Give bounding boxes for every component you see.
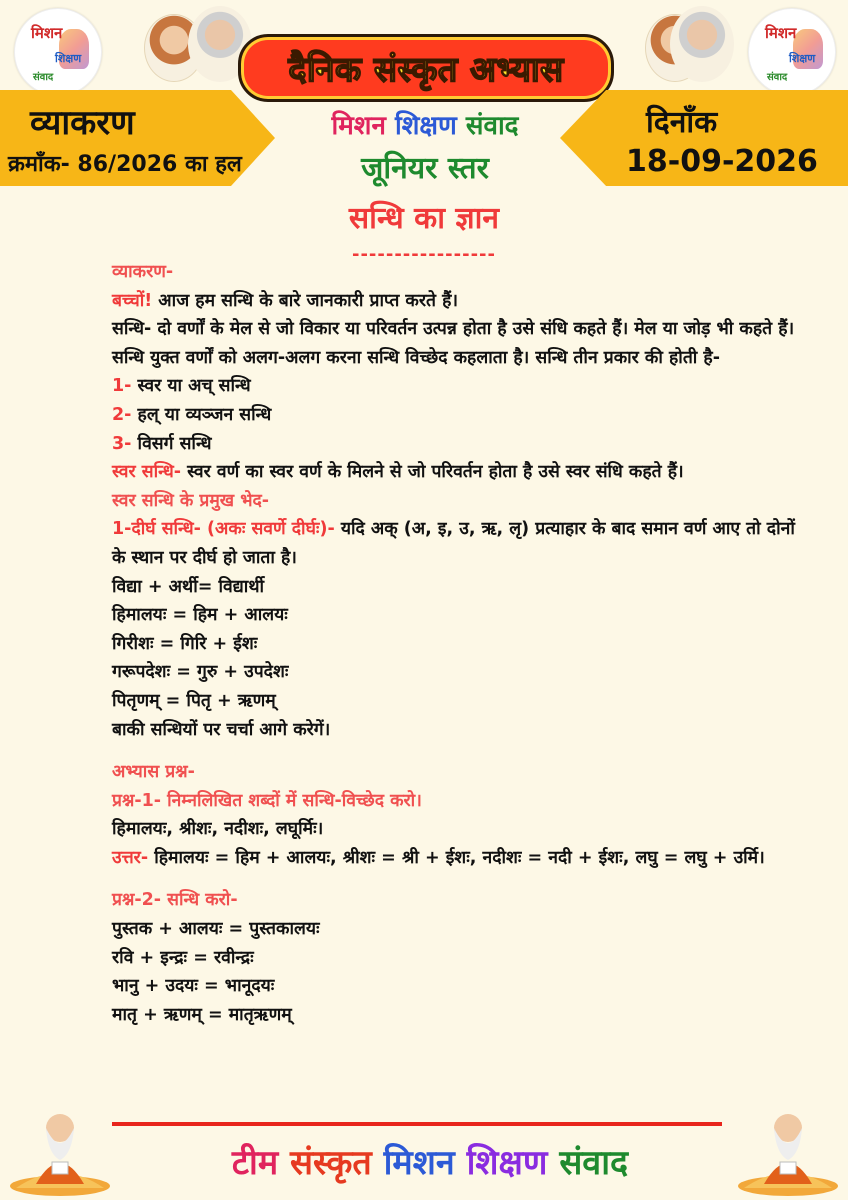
mission-logo-left [14,8,102,96]
example-line: विद्या + अर्थी= विद्यार्थी [112,576,265,597]
date-value: 18-09-2026 [626,144,818,179]
question-1-words: हिमालयः, श्रीशः, नदीशः, लघूर्मिः। [112,819,324,840]
serial-number: क्रमाँक- 86/2026 का हल [8,152,242,177]
logo-text-mission: मिशन [765,24,797,42]
logo-text-shikshan: शिक्षण [55,52,82,65]
portrait-kalam-right [670,6,734,82]
section-label: व्याकरण- [112,262,174,282]
date-label: दिनाँक [646,105,718,140]
type-item: 2- हल् या व्यञ्जन सन्धि [112,404,272,425]
footer-team-name: टीम संस्कृत मिशन शिक्षण संवाद [231,1143,629,1183]
sage-illustration-right [734,1098,842,1198]
example-line: हिमालयः = हिम + आलयः [112,605,288,626]
question-2: प्रश्न-2- सन्धि करो- [112,890,238,911]
subject-title: व्याकरण [30,103,135,143]
type-item: 3- विसर्ग सन्धि [112,433,212,454]
logo-text-shikshan: शिक्षण [789,52,816,65]
main-title: दैनिक संस्कृत अभ्यास [288,50,564,90]
example-line: पितृणम् = पितृ + ऋणम् [112,690,276,711]
level-label: जूनियर स्तर [361,151,489,186]
answer-2-line: पुस्तक + आलयः = पुस्तकालयः [112,919,320,940]
mission-name: मिशन शिक्षण संवाद [331,111,519,141]
answer-2-line: रवि + इन्द्रः = रवीन्द्रः [112,947,254,968]
example-line: गिरीशः = गिरि + ईशः [112,633,258,654]
intro-line: बच्चों! आज हम सन्धि के बारे जानकारी प्राप्त करते हैं। [112,290,459,311]
answer-2-line: मातृ + ऋणम् = मातृऋणम् [112,1004,292,1025]
swar-sandhi-definition: स्वर सन्धि- स्वर वर्ण का स्वर वर्ण के मिलने से जो परिवर्तन होता है उसे स्वर संधि कहते हैं। [112,462,684,483]
answer-1: उत्तर- हिमालयः = हिम + आलयः, श्रीशः = श्री + ईशः, नदीशः = नदी + ईशः, लघु = लघु + उर्मि। [112,847,765,868]
main-title-banner [238,34,614,102]
example-line: गरूपदेशः = गुरु + उपदेशः [112,662,289,683]
bhed-heading: स्वर सन्धि के प्रमुख भेद- [112,490,270,511]
question-1: प्रश्न-1- निम्नलिखित शब्दों में सन्धि-विच्छेद करो। [112,790,422,811]
example-line: बाकी सन्धियों पर चर्चा आगे करेगें। [112,719,331,740]
type-item: 1- स्वर या अच् सन्धि [112,376,251,397]
logo-text-samvad: संवाद [767,72,788,83]
mission-logo-right [748,8,836,96]
deergh-sandhi-definition: 1-दीर्घ सन्धि- (अकः सवर्णे दीर्घः)- यदि अक् (अ, इ, उ, ऋ, लृ) प्रत्याहार के बाद समान वर्ण आए तो दोनों के स्थान पर दीर्घ हो जाता है। [112,519,795,568]
logo-text-samvad: संवाद [33,72,54,83]
lesson-content [112,258,812,1029]
sage-illustration-left [6,1098,114,1198]
practice-heading: अभ्यास प्रश्न- [112,762,195,783]
footer-divider [112,1122,722,1126]
answer-2-line: भानु + उदयः = भानूदयः [112,976,275,997]
topic-heading: सन्धि का ज्ञान [348,201,500,236]
logo-text-mission: मिशन [31,24,63,42]
definition-paragraph: सन्धि- दो वर्णों के मेल से जो विकार या परिवर्तन उत्पन्न होता है उसे संधि कहते हैं। मेल या जोड़ भी कहते हैं। सन्धि युक्त वर्णों को अलग-अलग करना सन्धि विच्छेद कहलाता है। सन्धि तीन प्रकार की होती है- [112,319,795,368]
heading-underline: ----------------- [351,244,496,265]
